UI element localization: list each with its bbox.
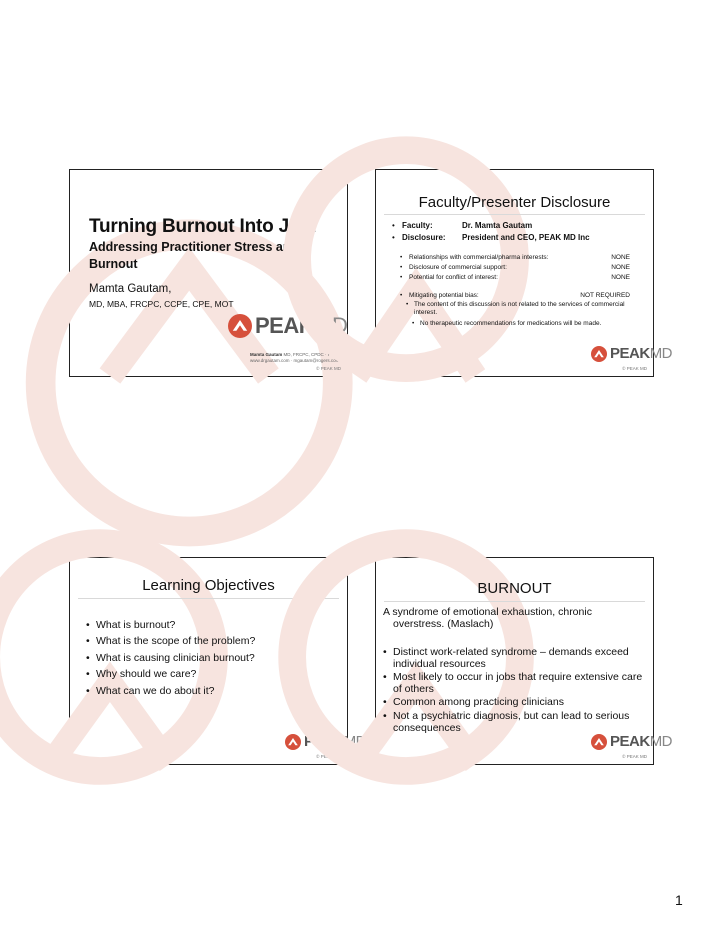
list-item: • Distinct work-related syndrome – demands exceed individual resources: [383, 646, 629, 670]
page-number: 1: [675, 892, 683, 908]
faculty-row: • Faculty: Dr. Mamta Gautam: [392, 221, 533, 230]
disclosure-row: • Disclosure: President and CEO, PEAK MD Inc: [392, 233, 590, 242]
copyright: © PEAK MD: [622, 754, 647, 759]
burnout-definition: A syndrome of emotional exhaustion, chronic overstress. (Maslach): [383, 606, 592, 630]
list-item: • Common among practicing clinicians: [383, 696, 564, 708]
slide-burnout: [375, 557, 673, 765]
slide-heading: Learning Objectives: [142, 577, 275, 594]
peakmd-logo: [591, 345, 672, 362]
peak-logo-icon: [285, 734, 301, 750]
bias-row: • Mitigating potential bias: NOT REQUIRED: [400, 292, 630, 299]
copyright: © PEAK MD: [622, 366, 647, 371]
list-item: • Not a psychiatric diagnosis, but can lead to serious consequences: [383, 710, 630, 734]
title-divider: [384, 601, 645, 602]
bias-item: • No therapeutic recommendations for medications will be made.: [412, 320, 602, 327]
copyright: © PEAK MD: [316, 366, 341, 371]
slide-heading: Faculty/Presenter Disclosure: [418, 194, 611, 211]
list-item: • What is causing clinician burnout?: [86, 652, 255, 664]
peakmd-logo: [591, 733, 672, 750]
commercial-support-row: • Disclosure of commercial support: NONE: [400, 264, 630, 271]
peak-logo-icon: [228, 314, 252, 338]
relationships-row: • Relationships with commercial/pharma interests: NONE: [400, 254, 630, 261]
list-item: • Most likely to occur in jobs that require extensive care of others: [383, 671, 643, 695]
list-item: • What is burnout?: [86, 619, 176, 631]
logo-text: PEAKMD: [610, 733, 673, 750]
conflict-row: • Potential for conflict of interest: NONE: [400, 274, 630, 281]
peak-logo-icon: [591, 734, 607, 750]
presentation-subtitle: Addressing Practitioner Stress and Burnout: [89, 240, 299, 271]
title-divider: [384, 214, 645, 215]
presenter-signature: Mamta Gautam MD, FRCPC, CPDC · President www.drgautam.com · mgautam@rogers.com: [250, 352, 347, 363]
list-item: • What is the scope of the problem?: [86, 635, 256, 647]
logo-text: PEAKMD: [610, 345, 673, 362]
author-name: Mamta Gautam,: [89, 283, 172, 295]
list-item: • What can we do about it?: [86, 685, 215, 697]
presentation-title: Turning Burnout Into Joy:: [89, 216, 317, 237]
copyright: © PEAK MD: [316, 754, 341, 759]
list-item: • Why should we care?: [86, 668, 197, 680]
bias-item: • The content of this discussion is not related to the services of commercial interest.: [406, 301, 625, 316]
slide-disclosure: [375, 169, 673, 377]
peak-logo-icon: [591, 346, 607, 362]
author-credentials: MD, MBA, FRCPC, CCPE, CPE, MOT: [89, 299, 234, 309]
logo-text: PEAKMD: [255, 313, 348, 338]
slide-heading: BURNOUT: [477, 580, 552, 597]
logo-text: PEAKMD: [304, 733, 367, 750]
